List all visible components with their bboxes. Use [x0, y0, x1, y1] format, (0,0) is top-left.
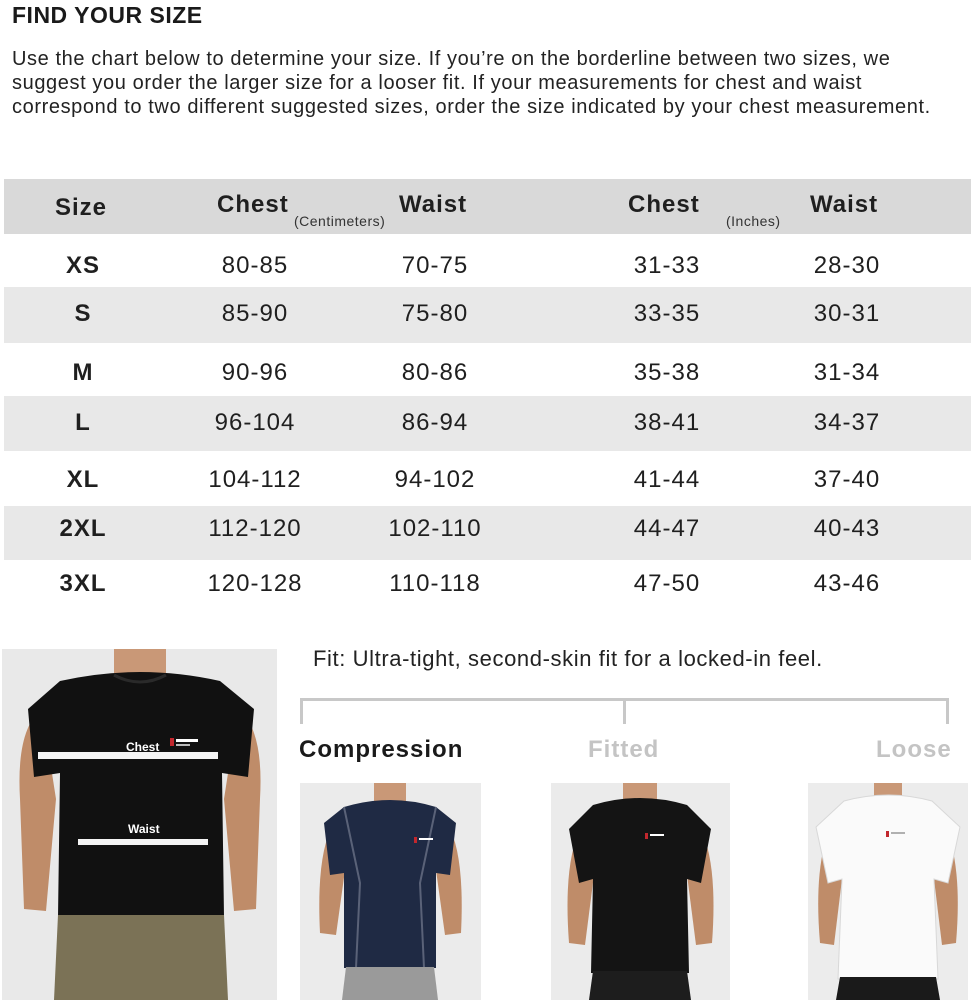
cell-chest-cm: 104-112	[208, 466, 302, 493]
size-instructions: Use the chart below to determine your size. If you’re on the borderline between two sizes, we suggest you order the larger size for a looser fit. If your measurements for chest and waist correspond to two different suggested sizes, order the size indicated by your chest measurement.	[12, 48, 931, 118]
chest-measure-label: Chest	[126, 740, 160, 754]
cell-size: L	[75, 409, 91, 436]
header-chest-in: Chest	[628, 191, 700, 218]
cell-size: 2XL	[59, 515, 107, 542]
cell-waist-cm: 102-110	[388, 515, 482, 542]
cell-waist-in: 34-37	[813, 409, 881, 436]
fit-scale-tick-middle	[623, 698, 626, 724]
cell-waist-in: 37-40	[813, 466, 881, 493]
cell-chest-in: 38-41	[633, 409, 701, 436]
header-chest-cm: Chest	[217, 191, 289, 218]
cell-waist-cm: 70-75	[401, 252, 469, 279]
cell-waist-cm: 80-86	[401, 359, 469, 386]
table-row	[4, 287, 971, 343]
cell-chest-cm: 80-85	[221, 252, 289, 279]
header-size: Size	[55, 194, 108, 221]
cell-waist-in: 31-34	[813, 359, 881, 386]
table-row	[4, 451, 971, 506]
fit-scale-tick-right	[946, 698, 949, 724]
cell-size: S	[74, 300, 92, 327]
fit-description: Fit: Ultra-tight, second-skin fit for a locked-in feel.	[313, 646, 823, 671]
loose-shirt-photo	[808, 783, 968, 1000]
table-row	[4, 396, 971, 451]
cell-size: 3XL	[59, 570, 107, 597]
cell-chest-cm: 120-128	[207, 570, 303, 597]
cell-size: M	[72, 359, 94, 386]
header-in-unit: (Inches)	[726, 213, 781, 229]
fitted-shirt-photo	[551, 783, 730, 1000]
cell-size: XL	[66, 466, 100, 493]
page-title: FIND YOUR SIZE	[12, 2, 203, 28]
table-row	[4, 506, 971, 560]
cell-chest-cm: 112-120	[208, 515, 302, 542]
header-waist-in: Waist	[810, 191, 879, 218]
table-row	[4, 343, 971, 396]
compression-shirt-photo	[300, 783, 481, 1000]
fit-scale-tick-left	[300, 698, 303, 724]
cell-waist-in: 30-31	[813, 300, 881, 327]
cell-chest-in: 33-35	[633, 300, 701, 327]
header-waist-cm: Waist	[399, 191, 468, 218]
cell-chest-in: 47-50	[633, 570, 701, 597]
cell-waist-cm: 75-80	[401, 300, 469, 327]
cell-size: XS	[65, 252, 100, 279]
fit-label-compression: Compression	[299, 736, 464, 763]
cell-chest-cm: 96-104	[214, 409, 296, 436]
table-header-row	[4, 179, 971, 234]
cell-chest-cm: 85-90	[221, 300, 289, 327]
fit-label-fitted: Fitted	[588, 736, 660, 763]
table-row	[4, 234, 971, 287]
fit-label-loose: Loose	[876, 736, 952, 763]
cell-chest-in: 35-38	[633, 359, 701, 386]
cell-waist-cm: 94-102	[394, 466, 476, 493]
cell-chest-in: 41-44	[633, 466, 701, 493]
cell-chest-in: 44-47	[633, 515, 701, 542]
cell-chest-in: 31-33	[633, 252, 701, 279]
cell-chest-cm: 90-96	[221, 359, 289, 386]
header-cm-unit: (Centimeters)	[294, 213, 386, 229]
cell-waist-cm: 86-94	[401, 409, 469, 436]
cell-waist-in: 40-43	[813, 515, 881, 542]
size-chart-table	[4, 179, 971, 614]
cell-waist-cm: 110-118	[389, 570, 481, 597]
waist-measure-label: Waist	[128, 822, 160, 836]
cell-waist-in: 28-30	[813, 252, 881, 279]
model-measurement-photo	[2, 649, 277, 1000]
table-row	[4, 560, 971, 614]
cell-waist-in: 43-46	[813, 570, 881, 597]
